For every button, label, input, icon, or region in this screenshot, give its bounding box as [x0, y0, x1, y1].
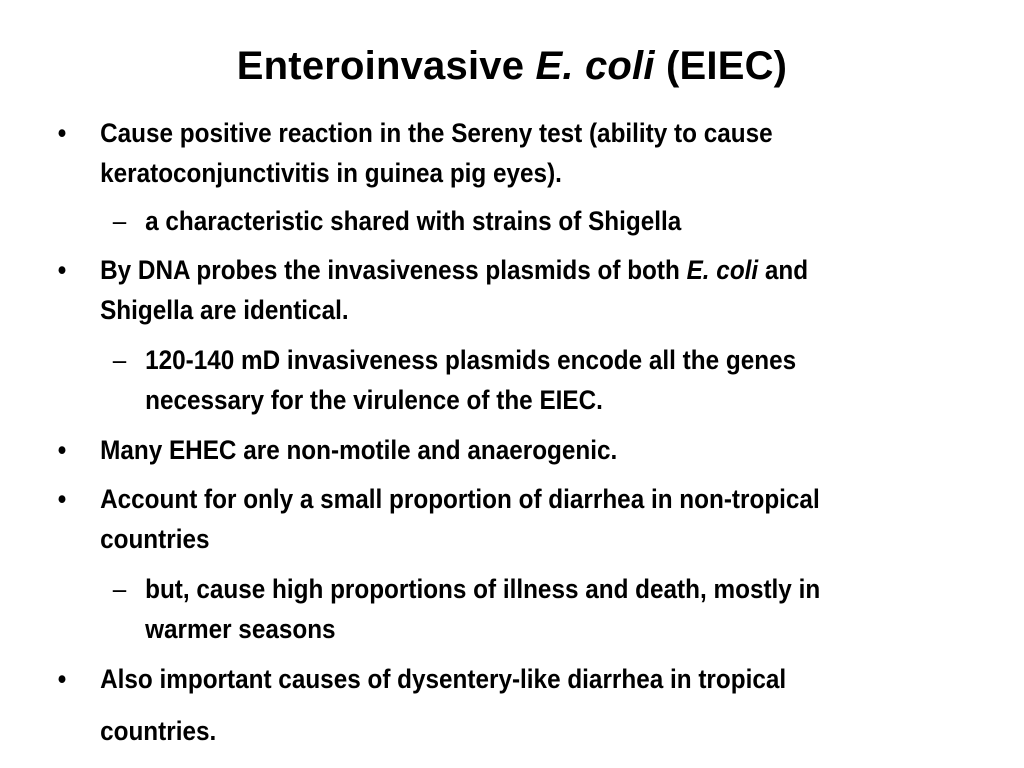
bullet-line	[100, 250, 964, 290]
bullet-line: countries	[100, 524, 210, 554]
bullet-line: necessary for the virulence of the EIEC.	[145, 385, 603, 415]
bullet-line-italic: E. coli	[686, 255, 759, 285]
bullet-marker: •	[57, 435, 67, 465]
bullet-line: keratoconjunctivitis in guinea pig eyes).	[100, 158, 562, 188]
title-prefix: Enteroinvasive	[236, 44, 536, 88]
bullet-line-prefix: By DNA probes the invasiveness plasmids of both	[100, 255, 687, 285]
bullet-text	[100, 430, 964, 470]
bullet-line: Shigella are identical.	[100, 295, 349, 325]
bullet-text	[100, 250, 964, 330]
title-italic-organism: E. coli	[535, 44, 655, 88]
bullet-text	[100, 659, 964, 751]
bullet-line: a characteristic shared with strains of Shigella	[145, 206, 682, 236]
bullet-line: 120-140 mD invasiveness plasmids encode all the genes	[145, 345, 797, 375]
subbullet-text	[145, 201, 973, 241]
bullet-line: Many EHEC are non-motile and anaerogenic.	[100, 435, 618, 465]
subbullet-text	[145, 340, 973, 420]
bullet-line: but, cause high proportions of illness and death, mostly in	[145, 574, 821, 604]
bullet-marker: •	[57, 484, 67, 514]
bullet-line: Also important causes of dysentery-like diarrhea in tropical	[100, 664, 787, 694]
bullet-text	[100, 479, 964, 559]
bullet-line: Cause positive reaction in the Sereny test (ability to cause	[100, 118, 773, 148]
subbullet-marker: –	[112, 345, 127, 375]
bullet-marker: •	[57, 255, 67, 285]
bullet-line-suffix: and	[758, 255, 809, 285]
bullet-line: warmer seasons	[145, 614, 336, 644]
bullet-line: Account for only a small proportion of diarrhea in non-tropical	[100, 484, 820, 514]
bullet-line: countries.	[100, 716, 217, 746]
title-suffix: (EIEC)	[654, 44, 788, 88]
bullet-text	[100, 113, 964, 193]
subbullet-marker: –	[112, 574, 127, 604]
subbullet-text	[145, 569, 973, 649]
bullet-marker: •	[57, 664, 67, 694]
subbullet-marker: –	[112, 206, 127, 236]
slide-title	[0, 40, 1024, 92]
bullet-marker: •	[57, 118, 67, 148]
